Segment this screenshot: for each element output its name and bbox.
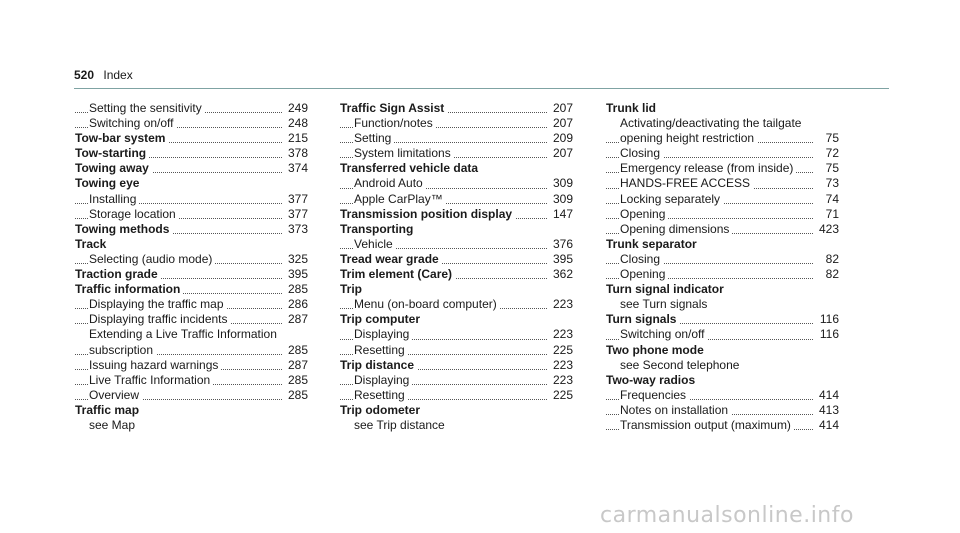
entry-label: Traffic information [75, 282, 183, 296]
index-entry [340, 312, 573, 327]
index-entry [340, 101, 573, 116]
page-reference: 285 [285, 373, 308, 388]
page-reference: 285 [285, 343, 308, 358]
entry-label: Two-way radios [606, 373, 698, 387]
entry-label: Traction grade [75, 267, 161, 281]
page-reference: 215 [285, 131, 308, 146]
entry-label: Towing away [75, 161, 152, 175]
entry-label: Installing [89, 192, 139, 206]
page-reference: 423 [816, 222, 839, 237]
entry-label: subscription [89, 343, 156, 357]
entry-label: Setting the sensitivity [89, 101, 205, 115]
page-reference: 209 [550, 131, 573, 146]
entry-label: Trunk separator [606, 237, 700, 251]
index-subentry [75, 312, 308, 327]
entry-label: Track [75, 237, 109, 251]
index-subentry [75, 116, 308, 131]
page-reference: 82 [823, 267, 839, 282]
index-entry [340, 282, 573, 297]
index-entry [606, 101, 839, 116]
page-reference: 207 [550, 116, 573, 131]
entry-label: Turn signal indicator [606, 282, 727, 296]
index-subentry [340, 343, 573, 358]
entry-label: Extending a Live Traffic Information [89, 327, 280, 341]
index-entry [75, 282, 308, 297]
page-reference: 413 [816, 403, 839, 418]
index-subentry [606, 116, 839, 131]
page-reference: 116 [817, 312, 839, 327]
page-reference: 377 [285, 207, 308, 222]
page-reference: 223 [550, 297, 573, 312]
entry-label: Android Auto [354, 176, 426, 190]
index-entry [75, 222, 308, 237]
index-entry [75, 146, 308, 161]
entry-label: Function/notes [354, 116, 436, 130]
index-column-1 [75, 101, 308, 433]
entry-label: see Turn signals [620, 297, 710, 311]
index-subentry [606, 267, 839, 282]
entry-label: Opening [620, 267, 668, 281]
index-entry [340, 358, 573, 373]
index-subentry [75, 297, 308, 312]
index-subentry [606, 358, 839, 373]
entry-label: Tread wear grade [340, 252, 442, 266]
index-subentry [606, 418, 839, 433]
page-reference: 414 [816, 388, 839, 403]
index-subentry [75, 207, 308, 222]
entry-label: Closing [620, 146, 663, 160]
entry-label: Traffic Sign Assist [340, 101, 447, 115]
page-reference: 309 [550, 192, 573, 207]
page-reference: 75 [823, 131, 839, 146]
page-reference: 147 [550, 207, 573, 222]
index-subentry [340, 131, 573, 146]
entry-label: Trip odometer [340, 403, 423, 417]
page-reference: 414 [816, 418, 839, 433]
entry-label: Setting [354, 131, 394, 145]
page-reference: 325 [285, 252, 308, 267]
index-subentry [606, 176, 839, 191]
entry-label: Apple CarPlay™ [354, 192, 446, 206]
page-reference: 223 [550, 358, 573, 373]
page-reference: 75 [823, 161, 839, 176]
entry-label: see Trip distance [354, 418, 448, 432]
index-subentry [606, 388, 839, 403]
page-reference: 223 [550, 373, 573, 388]
entry-label: Notes on installation [620, 403, 731, 417]
index-subentry [606, 131, 839, 146]
index-subentry [606, 222, 839, 237]
entry-label: Issuing hazard warnings [89, 358, 221, 372]
index-entry [75, 161, 308, 176]
section-title: Index [103, 68, 133, 82]
entry-label: Trunk lid [606, 101, 659, 115]
page-reference: 286 [285, 297, 308, 312]
index-subentry [340, 237, 573, 252]
index-entry [340, 403, 573, 418]
page-reference: 248 [285, 116, 308, 131]
index-subentry [606, 403, 839, 418]
entry-label: Trip distance [340, 358, 417, 372]
entry-label: Tow-starting [75, 146, 149, 160]
index-subentry [606, 252, 839, 267]
index-subentry [606, 146, 839, 161]
index-subentry [606, 161, 839, 176]
entry-label: Frequencies [620, 388, 689, 402]
index-entry [75, 403, 308, 418]
entry-label: Transmission output (maximum) [620, 418, 794, 432]
page-reference: 395 [550, 252, 573, 267]
index-subentry [340, 327, 573, 342]
index-entry [606, 343, 839, 358]
index-entry [340, 222, 573, 237]
index-subentry [340, 373, 573, 388]
index-subentry [606, 207, 839, 222]
index-entry [606, 312, 839, 327]
page-reference: 362 [550, 267, 573, 282]
entry-label: Resetting [354, 343, 408, 357]
page-reference: 72 [823, 146, 839, 161]
index-entry [340, 207, 573, 222]
entry-label: Menu (on-board computer) [354, 297, 500, 311]
page-reference: 287 [285, 358, 308, 373]
index-entry [75, 131, 308, 146]
index-entry [75, 176, 308, 191]
index-subentry [606, 327, 839, 342]
index-subentry [340, 146, 573, 161]
index-subentry [606, 192, 839, 207]
entry-label: Towing eye [75, 176, 142, 190]
entry-label: Opening [620, 207, 668, 221]
page-reference: 373 [285, 222, 308, 237]
page-number: 520 [74, 68, 95, 82]
entry-label: Switching on/off [89, 116, 177, 130]
entry-label: Transporting [340, 222, 416, 236]
entry-label: see Second telephone [620, 358, 742, 372]
entry-label: Towing methods [75, 222, 172, 236]
page-reference: 73 [823, 176, 839, 191]
index-subentry [75, 418, 308, 433]
index-entry [340, 267, 573, 282]
page-reference: 225 [550, 343, 573, 358]
index-subentry [75, 358, 308, 373]
page-header [74, 68, 889, 89]
index-subentry [75, 327, 308, 342]
index-subentry [340, 116, 573, 131]
entry-label: Two phone mode [606, 343, 707, 357]
entry-label: Closing [620, 252, 663, 266]
entry-label: Activating/deactivating the tailgate [620, 116, 804, 130]
entry-label: HANDS-FREE ACCESS [620, 176, 753, 190]
page-reference: 223 [550, 327, 573, 342]
index-column-3 [606, 101, 839, 433]
page-reference: 82 [823, 252, 839, 267]
index-subentry [340, 418, 573, 433]
entry-label: Tow-bar system [75, 131, 168, 145]
index-entry [75, 237, 308, 252]
index-entry [340, 161, 573, 176]
index-entry [75, 267, 308, 282]
index-subentry [75, 252, 308, 267]
page-reference: 395 [285, 267, 308, 282]
entry-label: Displaying traffic incidents [89, 312, 231, 326]
entry-label: Displaying the traffic map [89, 297, 227, 311]
entry-label: Trip [340, 282, 365, 296]
page-reference: 309 [550, 176, 573, 191]
entry-label: Traffic map [75, 403, 142, 417]
page-reference: 207 [550, 101, 573, 116]
index-subentry [340, 176, 573, 191]
index-entry [606, 237, 839, 252]
index-subentry [75, 388, 308, 403]
page-reference: 287 [285, 312, 308, 327]
entry-label: System limitations [354, 146, 454, 160]
index-subentry [75, 373, 308, 388]
page-reference: 378 [285, 146, 308, 161]
page-reference: 249 [285, 101, 308, 116]
index-entry [340, 252, 573, 267]
index-subentry [340, 297, 573, 312]
entry-label: Resetting [354, 388, 408, 402]
watermark: carmanualsonline.info [600, 503, 854, 528]
entry-label: Displaying [354, 373, 412, 387]
page-reference: 285 [285, 282, 308, 297]
page-reference: 374 [285, 161, 308, 176]
entry-label: Vehicle [354, 237, 396, 251]
entry-label: Transmission position display [340, 207, 515, 221]
page-reference: 225 [550, 388, 573, 403]
entry-label: Overview [89, 388, 142, 402]
entry-label: Trip computer [340, 312, 423, 326]
entry-label: Storage location [89, 207, 179, 221]
index-subentry [75, 192, 308, 207]
entry-label: Transferred vehicle data [340, 161, 481, 175]
entry-label: Live Traffic Information [89, 373, 213, 387]
index-entry [606, 373, 839, 388]
index-subentry [75, 101, 308, 116]
entry-label: Locking separately [620, 192, 723, 206]
page-reference: 377 [285, 192, 308, 207]
page-reference: 71 [823, 207, 839, 222]
entry-label: Trim element (Care) [340, 267, 455, 281]
entry-label: Displaying [354, 327, 412, 341]
page-reference: 285 [285, 388, 308, 403]
entry-label: opening height restriction [620, 131, 757, 145]
entry-label: Turn signals [606, 312, 679, 326]
entry-label: Selecting (audio mode) [89, 252, 215, 266]
index-subentry [75, 343, 308, 358]
index-subentry [606, 297, 839, 312]
index-subentry [340, 388, 573, 403]
index-subentry [340, 192, 573, 207]
index-column-2 [340, 101, 573, 433]
entry-label: Switching on/off [620, 327, 708, 341]
entry-label: see Map [89, 418, 138, 432]
page-reference: 207 [550, 146, 573, 161]
entry-label: Emergency release (from inside) [620, 161, 796, 175]
page-reference: 74 [823, 192, 839, 207]
page-reference: 116 [817, 327, 839, 342]
page-reference: 376 [550, 237, 573, 252]
entry-label: Opening dimensions [620, 222, 732, 236]
index-entry [606, 282, 839, 297]
